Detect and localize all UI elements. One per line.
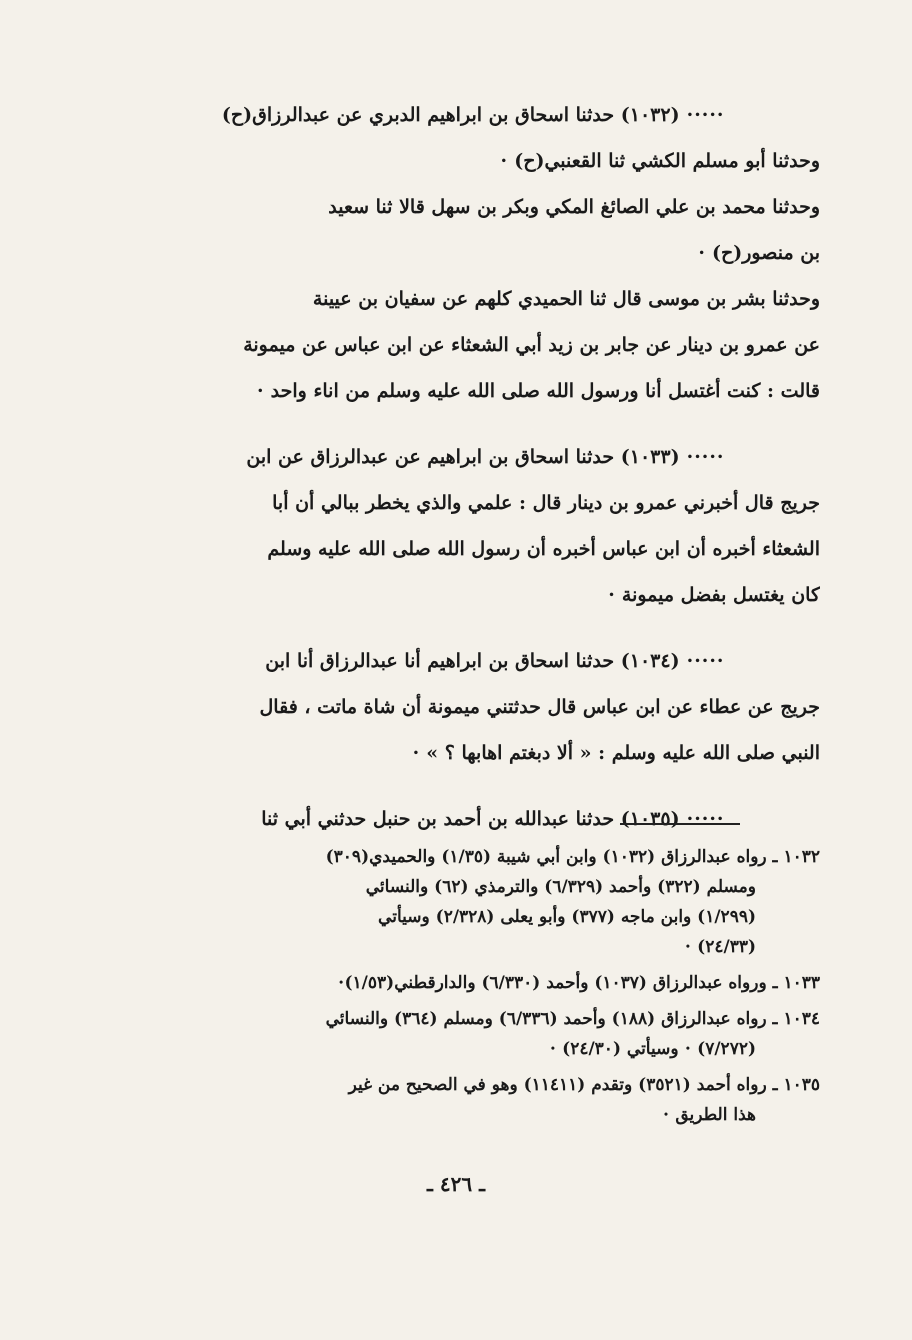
footnote-line: (٧/٢٧٢) ⋅ وسيأتي (٢٤/٣٠) ⋅	[549, 1039, 756, 1059]
text-line: ⋅⋅⋅⋅⋅ (١٠٣٣) حدثنا اسحاق بن ابراهيم عن عبدالرزاق عن ابن	[246, 446, 724, 468]
paragraph-gap	[118, 414, 820, 434]
text-line: ⋅⋅⋅⋅⋅ (١٠٣٢) حدثنا اسحاق بن ابراهيم الدبري عن عبدالرزاق(ح)	[221, 104, 724, 126]
text-line: جريج قال أخبرني عمرو بن دينار قال : علمي والذي يخطر ببالي أن أبا	[272, 492, 820, 514]
text-line: بن منصور(ح) ⋅	[697, 242, 820, 264]
text-line: النبي صلى الله عليه وسلم : « ألا دبغتم اهابها ؟ » ⋅	[412, 742, 820, 764]
footnote-line: ١٠٣٣ ـ ورواه عبدالرزاق (١٠٣٧) وأحمد (٦/٣٣٠) والدارقطني(١/٥٣)⋅	[337, 973, 820, 993]
text-line: ⋅⋅⋅⋅⋅ (١٠٣٥) حدثنا عبدالله بن أحمد بن حنبل حدثني أبي ثنا	[261, 808, 724, 830]
paragraph-gap	[118, 618, 820, 638]
text-line: عن عمرو بن دينار عن جابر بن زيد أبي الشعثاء عن ابن عباس عن ميمونة	[243, 334, 820, 356]
text-line: قالت : كنت أغتسل أنا ورسول الله صلى الله عليه وسلم من اناء واحد ⋅	[256, 380, 820, 402]
text-line: جريج عن عطاء عن ابن عباس قال حدثتني ميمونة أن شاة ماتت ، فقال	[259, 696, 820, 718]
footnote-line: ١٠٣٥ ـ رواه أحمد (٣٥٢١) وتقدم (١١٤١١) وهو في الصحيح من غير	[348, 1075, 820, 1095]
footnote-line: (١/٢٩٩) وابن ماجه (٣٧٧) وأبو يعلى (٢/٣٢٨) وسيأتي	[378, 907, 756, 927]
page-number: ـ ٤٢٦ ـ	[427, 1172, 485, 1196]
footnote-divider	[620, 823, 740, 825]
text-line: الشعثاء أخبره أن ابن عباس أخبره أن رسول الله صلى الله عليه وسلم	[267, 538, 820, 560]
text-line: وحدثنا أبو مسلم الكشي ثنا القعنبي(ح) ⋅	[500, 150, 820, 172]
text-line: وحدثنا بشر بن موسى قال ثنا الحميدي كلهم عن سفيان بن عيينة	[312, 288, 820, 310]
footnote-line: ١٠٣٢ ـ رواه عبدالرزاق (١٠٣٢) وابن أبي شيبة (١/٣٥) والحميدي(٣٠٩)	[325, 847, 820, 867]
text-line: كان يغتسل بفضل ميمونة ⋅	[607, 584, 820, 606]
footnote-line: (٢٤/٣٣) ⋅	[684, 937, 756, 957]
footnote-line: ومسلم (٣٢٢) وأحمد (٦/٣٢٩) والترمذي (٦٢) والنسائي	[365, 877, 756, 897]
text-line: وحدثنا محمد بن علي الصائغ المكي وبكر بن سهل قالا ثنا سعيد	[328, 196, 820, 218]
text-line: ⋅⋅⋅⋅⋅ (١٠٣٤) حدثنا اسحاق بن ابراهيم أنا عبدالرزاق أنا ابن	[265, 650, 724, 672]
footnotes	[118, 842, 820, 1130]
footnote-line: هذا الطريق ⋅	[662, 1105, 756, 1125]
footnote-line: ١٠٣٤ ـ رواه عبدالرزاق (١٨٨) وأحمد (٦/٣٣٦) ومسلم (٣٦٤) والنسائي	[325, 1009, 820, 1029]
paragraph-gap	[118, 776, 820, 796]
main-text	[118, 92, 820, 842]
